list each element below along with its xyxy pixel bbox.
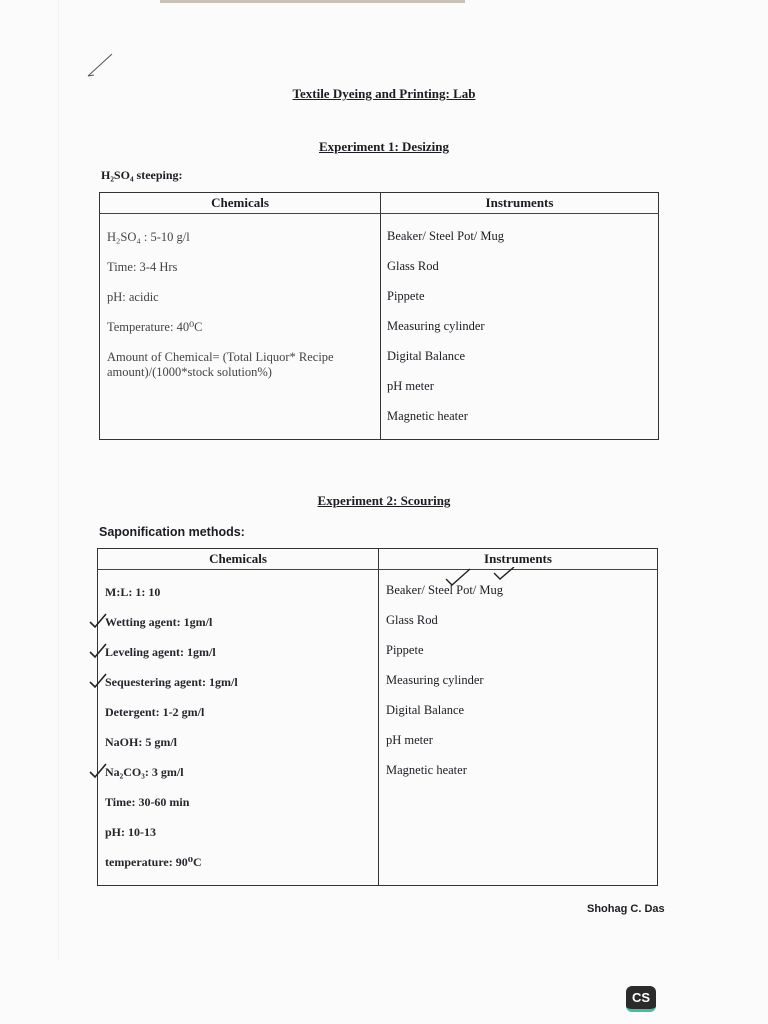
- instrument-item: Pippete: [387, 289, 425, 303]
- check-mark-icon: [89, 613, 107, 629]
- chemicals-header: Chemicals: [100, 193, 381, 214]
- author-name: Shohag C. Das: [587, 903, 665, 915]
- chemical-item: temperature: 90⁰C: [105, 855, 202, 869]
- instrument-item: Magnetic heater: [387, 409, 468, 423]
- document-title: Textile Dyeing and Printing: Lab: [292, 86, 476, 101]
- chemicals-column: [98, 570, 379, 886]
- instrument-item: Glass Rod: [386, 613, 438, 627]
- instruments-header: Instruments: [379, 549, 658, 570]
- chemical-item: Temperature: 40⁰C: [107, 320, 203, 334]
- chemical-item: Detergent: 1-2 gm/l: [105, 705, 205, 719]
- instruments-header: Instruments: [381, 193, 659, 214]
- instrument-item: pH meter: [386, 733, 433, 747]
- chemicals-header: Chemicals: [98, 549, 379, 570]
- instrument-item: Digital Balance: [386, 703, 465, 717]
- chemical-item: [105, 615, 378, 645]
- instruments-column: [379, 570, 658, 886]
- check-mark-icon: [89, 643, 107, 659]
- experiment2-title: Experiment 2: Scouring: [317, 493, 451, 508]
- instrument-item: Magnetic heater: [386, 763, 467, 777]
- chemical-label: Wetting agent: 1gm/l: [105, 615, 213, 629]
- instrument-item: Digital Balance: [387, 349, 466, 363]
- instrument-item: Beaker/ Steel Pot/ Mug: [387, 229, 504, 243]
- chemical-label: Sequestering agent: 1gm/l: [105, 675, 238, 689]
- chemical-item: [105, 645, 378, 675]
- chemical-label: Na₂CO₃: 3 gm/l: [105, 765, 184, 779]
- check-marks-icon: [444, 567, 524, 589]
- chemical-item: [105, 675, 378, 705]
- experiment2-section-label: Saponification methods:: [99, 525, 245, 539]
- instrument-item: Glass Rod: [387, 259, 439, 273]
- check-mark-icon: [89, 673, 107, 689]
- chemical-item: Time: 30-60 min: [105, 795, 190, 809]
- instrument-item: Measuring cylinder: [386, 673, 484, 687]
- experiment2-table: [97, 548, 658, 886]
- chemical-item: pH: 10-13: [105, 825, 156, 839]
- chemical-item: Amount of Chemical= (Total Liquor* Recipe amount)/(1000*stock solution%): [107, 350, 334, 379]
- instrument-item: Beaker/ Steel Pot/ Mug: [386, 583, 503, 597]
- chemical-item: [105, 765, 378, 795]
- instrument-item: Measuring cylinder: [387, 319, 485, 333]
- instrument-item: Pippete: [386, 643, 424, 657]
- chemical-item: pH: acidic: [107, 290, 159, 304]
- experiment1-table: [99, 192, 659, 440]
- camscanner-logo-icon: CS: [626, 986, 656, 1012]
- chemicals-column: [100, 214, 381, 440]
- chemical-label: Leveling agent: 1gm/l: [105, 645, 216, 659]
- instruments-column: [381, 214, 659, 440]
- check-mark-icon: [89, 763, 107, 779]
- chemical-item: M:L: 1: 10: [105, 585, 161, 599]
- chemical-item: Time: 3-4 Hrs: [107, 260, 178, 274]
- pen-mark-icon: [86, 50, 114, 80]
- experiment1-title: Experiment 1: Desizing: [319, 139, 449, 154]
- instrument-item: pH meter: [387, 379, 434, 393]
- experiment1-section-label: H₂SO₄ steeping:: [101, 168, 183, 182]
- chemical-item: NaOH: 5 gm/l: [105, 735, 177, 749]
- chemical-item: H₂SO₄ : 5-10 g/l: [107, 230, 190, 244]
- top-scan-strip: [160, 0, 465, 3]
